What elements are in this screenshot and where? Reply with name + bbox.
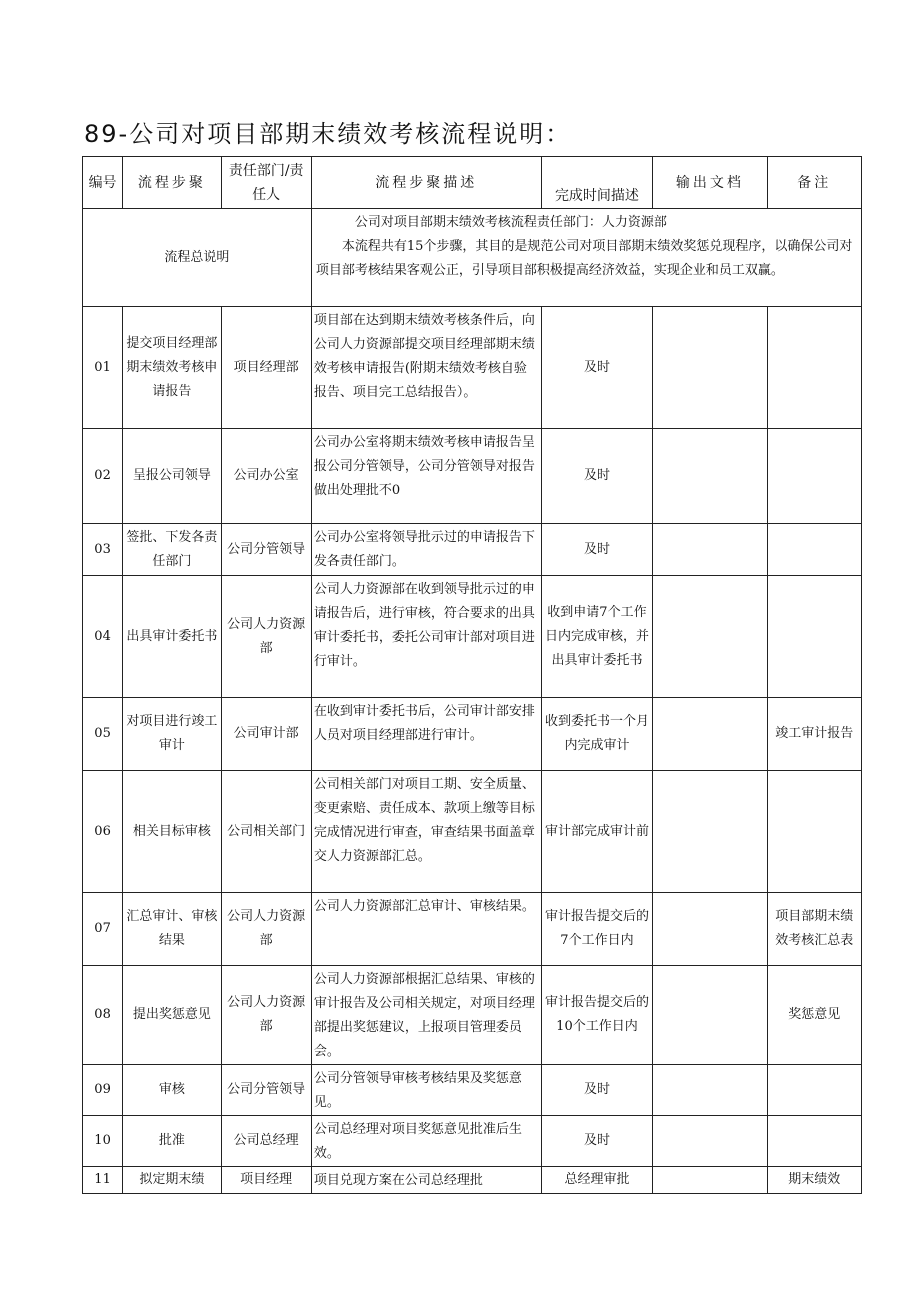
row-time: 及时 [541,1116,652,1167]
row-step: 出具审计委托书 [123,576,221,698]
row-desc: 项目部在达到期末绩效考核条件后，向公司人力资源部提交项目经理部期末绩效考核申请报告(附期末绩效考核自验报告、项目完工总结报告）。 [311,307,541,429]
row-step: 呈报公司领导 [123,429,221,524]
row-dept: 公司人力资源部 [221,576,311,698]
overall-description [311,209,861,307]
row-step: 提出奖惩意见 [123,966,221,1065]
row-time: 审计报告提交后的7个工作日内 [541,893,652,966]
table-row [83,893,862,966]
row-time: 收到申请7个工作日内完成审核，并出具审计委托书 [541,576,652,698]
header-row [83,157,862,209]
row-desc: 公司办公室将期末绩效考核申请报告呈报公司分管领导，公司分管领导对报告做出处理批不0 [311,429,541,524]
row-desc: 在收到审计委托书后，公司审计部安排人员对项目经理部进行审计。 [311,698,541,771]
row-desc: 项目兑现方案在公司总经理批 [311,1167,541,1194]
overall-row [83,209,862,307]
row-step: 签批、下发各责任部门 [123,524,221,576]
row-dept: 公司分管领导 [221,524,311,576]
row-step: 相关目标审核 [123,771,221,893]
row-no: 01 [83,307,123,429]
table-row [83,307,862,429]
row-note [767,429,861,524]
row-no: 09 [83,1065,123,1116]
row-time: 收到委托书一个月内完成审计 [541,698,652,771]
table-row [83,966,862,1065]
header-note: 备注 [767,157,861,209]
process-table [82,156,862,1194]
row-output [653,1065,767,1116]
row-dept: 项目经理 [221,1167,311,1194]
table-row [83,1167,862,1194]
row-step: 提交项目经理部期末绩效考核申请报告 [123,307,221,429]
row-desc: 公司人力资源部根据汇总结果、审核的审计报告及公司相关规定，对项目经理部提出奖惩建议，上报项目管理委员会。 [311,966,541,1065]
row-output [653,966,767,1065]
row-output [653,1167,767,1194]
row-time: 及时 [541,307,652,429]
row-dept: 公司办公室 [221,429,311,524]
row-dept: 公司审计部 [221,698,311,771]
table-row [83,429,862,524]
table-row [83,1116,862,1167]
row-note: 期末绩效 [767,1167,861,1194]
row-time: 及时 [541,524,652,576]
row-no: 07 [83,893,123,966]
row-step: 批准 [123,1116,221,1167]
header-desc: 流程步聚描述 [311,157,541,209]
row-dept: 公司总经理 [221,1116,311,1167]
row-no: 08 [83,966,123,1065]
row-desc: 公司人力资源部汇总审计、审核结果。 [311,893,541,966]
row-output [653,429,767,524]
row-output [653,698,767,771]
row-note [767,524,861,576]
row-output [653,1116,767,1167]
page-title: 89-公司对项目部期末绩效考核流程说明： [84,120,572,148]
row-step: 拟定期末绩 [123,1167,221,1194]
row-dept: 公司人力资源部 [221,966,311,1065]
table-row [83,771,862,893]
row-dept: 项目经理部 [221,307,311,429]
row-step: 审核 [123,1065,221,1116]
row-no: 02 [83,429,123,524]
header-dept: 责任部门/责任人 [221,157,311,209]
row-output [653,771,767,893]
row-output [653,893,767,966]
header-no: 编号 [83,157,123,209]
row-desc: 公司分管领导审核考核结果及奖惩意见。 [311,1065,541,1116]
row-dept: 公司人力资源部 [221,893,311,966]
row-output [653,524,767,576]
overall-label: 流程总说明 [83,209,312,307]
row-time: 及时 [541,1065,652,1116]
header-time: 完成时间描述 [541,157,652,209]
row-desc: 公司总经理对项目奖惩意见批准后生效。 [311,1116,541,1167]
row-desc: 公司人力资源部在收到领导批示过的申请报告后，进行审核，符合要求的出具审计委托书，委托公司审计部对项目进行审计。 [311,576,541,698]
row-note [767,307,861,429]
row-output [653,307,767,429]
row-desc: 公司相关部门对项目工期、安全质量、变更索赔、责任成本、款项上缴等目标完成情况进行审查，审查结果书面盖章交人力资源部汇总。 [311,771,541,893]
row-time: 审计报告提交后的10个工作日内 [541,966,652,1065]
row-no: 10 [83,1116,123,1167]
row-time: 总经理审批 [541,1167,652,1194]
row-output [653,576,767,698]
row-note: 项目部期末绩效考核汇总表 [767,893,861,966]
row-step: 汇总审计、审核结果 [123,893,221,966]
row-note [767,1116,861,1167]
row-dept: 公司相关部门 [221,771,311,893]
row-dept: 公司分管领导 [221,1065,311,1116]
row-step: 对项目进行竣工审计 [123,698,221,771]
table-row [83,576,862,698]
table-row [83,1065,862,1116]
row-no: 06 [83,771,123,893]
row-note: 奖惩意见 [767,966,861,1065]
row-desc: 公司办公室将领导批示过的申请报告下发各责任部门。 [311,524,541,576]
row-no: 04 [83,576,123,698]
row-note [767,771,861,893]
row-note [767,1065,861,1116]
overall-line-2: 本流程共有15个步骤，其目的是规范公司对项目部期末绩效奖惩兑现程序，以确保公司对项目部考核结果客观公正，引导项目部积极提高经济效益，实现企业和员工双赢。 [315,239,853,278]
table-row [83,698,862,771]
overall-line-1: 公司对项目部期末绩效考核流程责任部门：人力资源部 [354,215,667,230]
row-no: 05 [83,698,123,771]
row-note [767,576,861,698]
row-no: 11 [83,1167,123,1194]
table-row [83,524,862,576]
row-no: 03 [83,524,123,576]
row-note: 竣工审计报告 [767,698,861,771]
row-time: 审计部完成审计前 [541,771,652,893]
header-output: 输出文档 [653,157,767,209]
row-time: 及时 [541,429,652,524]
header-step: 流程步聚 [123,157,221,209]
